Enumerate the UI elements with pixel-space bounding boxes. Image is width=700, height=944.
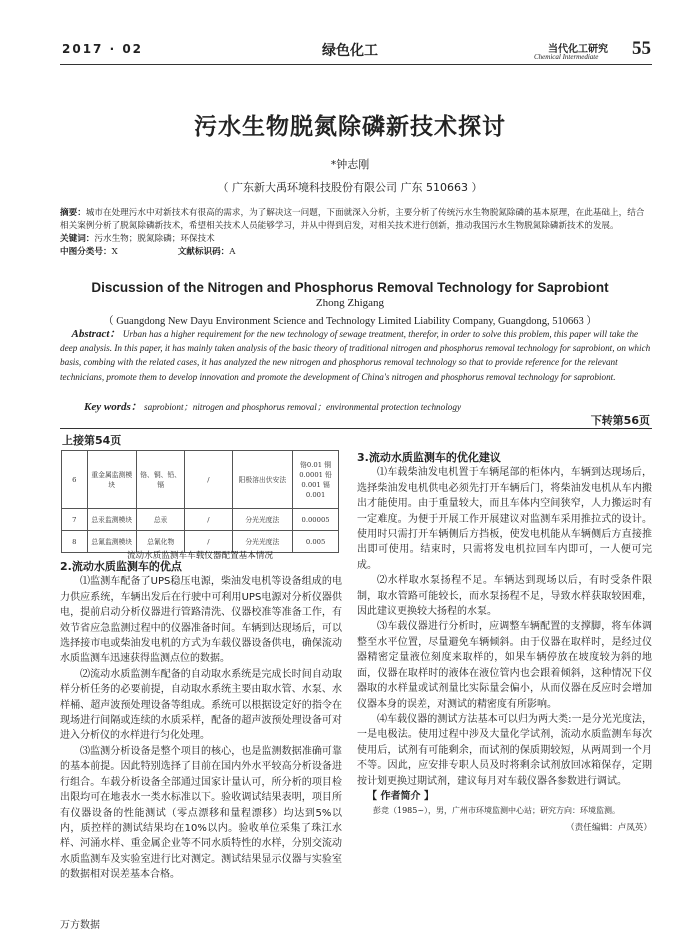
header-divider (60, 64, 652, 65)
brand-name-en: Chemical Intermediate (534, 53, 599, 61)
footer-watermark: 万方数据 (60, 920, 100, 931)
author-bio: 彭竞（1985~），男，广州市环境监测中心站；研究方向：环境监测。 (373, 806, 621, 816)
table-caption: 流动水质监测车车载仪器配置基本情况 (126, 551, 274, 561)
paragraph: ⑵水样取水泵扬程不足。车辆达到现场以后，有时受条件限制，取水管路可能较长，而水泵扬程不足，导致水样获取较困难，因此建议更换较大扬程的水泵。 (357, 575, 652, 618)
issue-label: 2017 · 02 (62, 42, 144, 56)
english-abstract (60, 327, 652, 384)
section-heading: 2.流动水质监测车的优点 (60, 560, 182, 573)
paragraph: ⑶监测分析设备是整个项目的核心，也是监测数据准确可靠的基本前提。因此特别选择了目前在国内外水平较高分析设备进行组合。车载分析设备全部通过国家计量认可，所分析的项目检出限均可在地表水一类水标准以下。验收调试结果表明，项目所有仪器设备的性能测试（零点漂移和量程漂移）均达到5%以内，质控样的测试结果均在10%以内。验收单位采集了珠江水样、河涌水样、重金属企业等不同水质特性的水样，分别交流动水质监测车及实验室进行比对测定。测试结果显示仪器与实验室的数据相对误差基本合格。 (60, 745, 342, 881)
table-row (62, 509, 339, 531)
paragraph: ⑵流动水质监测车配备的自动取水系统是完成长时间自动取样分析任务的必要前提，自动取水系统主要由取水管、水泵、水样桶、超声波预处理设备等组成。系统可以根据设定好的指令在现场进行间隔或连续的水质采样，配备的超声波预处理设备可对进入分析仪的水样进行匀化处理。 (60, 668, 342, 742)
paragraph: ⑴车载柴油发电机置于车辆尾部的柜体内，车辆到达现场后，选择柴油发电机供电必须先打开车辆后门，将柴油发电机从车内搬出才能使用。由于重量较大，而且车体内空间狭窄，人力搬运时有一定难度。为便于开展工作开展建议对监测车采用推拉式的设计。使用时只需打开车辆侧后方挡板，使发电机能从车辆侧后方直接推出即可使用。结束时，只需将发电机拉回车内即可，一人便可完成。 (357, 467, 652, 571)
table-cell: 7 (62, 509, 88, 531)
author-affiliation: （ 广东新大禹环境科技股份有限公司 广东 510663 ） (217, 181, 483, 194)
table-cell: 分光光度法 (232, 531, 293, 553)
table-row (62, 451, 339, 509)
english-keywords-text: saprobiont；nitrogen and phosphorus removal；environmental protection technology (144, 402, 462, 412)
english-keywords-label: Key words： (84, 401, 142, 413)
right-column (357, 450, 652, 837)
table-cell: / (185, 509, 232, 531)
editor-credit: （责任编辑：卢凤英） (566, 823, 652, 834)
abstract-cn (60, 207, 652, 259)
table-cell: / (185, 451, 232, 509)
page-number: 55 (632, 38, 651, 59)
abstract-label: 摘要： (60, 208, 86, 218)
article-author: *钟志刚 (330, 158, 370, 171)
english-keywords (84, 398, 644, 414)
keywords-cn (60, 233, 652, 246)
class-label: 中图分类号： (60, 247, 112, 257)
doc-label: 文献标识码： (177, 247, 230, 257)
table-cell: 铬0.01 铜0.0001 铅0.001 镉0.001 (293, 451, 339, 509)
article-title: 污水生物脱氮除磷新技术探讨 (194, 114, 506, 140)
table-cell: 铬、铜、铅、镉 (137, 451, 185, 509)
keywords-label: 关键词： (60, 234, 95, 244)
table-cell: / (185, 531, 232, 553)
table-cell: 阳极溶出伏安法 (232, 451, 293, 509)
table-cell: 6 (62, 451, 88, 509)
continued-to-note: 下转第56页 (590, 414, 650, 427)
english-author: Zhong Zhigang (315, 297, 385, 309)
doc-value: A (229, 247, 236, 257)
table-cell: 总汞监测模块 (87, 509, 137, 531)
abstract-cn-body (60, 207, 652, 233)
paragraph: ⑴监测车配备了UPS稳压电源，柴油发电机等设备组成的电力供应系统，车辆出发后在行驶中可利用UPS电源对分析仪器供电，提前启动分析仪器进行管路清洗、仪器校准等准备工作，有效节省应急监测过程中的仪器准备时间。车辆到达现场后，可以选择接市电或柴油发电机的方式为车载仪器设备供电，确保流动水质监测车迅速获得监测点位的数据。 (60, 576, 342, 665)
author-bio-heading: 【 作者简介 】 (367, 790, 434, 802)
section-divider (60, 428, 652, 429)
table-cell: 0.005 (293, 531, 339, 553)
table-cell: 8 (62, 531, 88, 553)
english-title: Discussion of the Nitrogen and Phosphorus Removal Technology for Saprobiont (91, 280, 609, 295)
instrument-config-table (61, 450, 339, 553)
table-cell: 重金属监测模块 (87, 451, 137, 509)
abstract-text: 城市在处理污水中对新技术有很高的需求，为了解决这一问题，下面就深入分析，主要分析了传统污水生物脱氮除磷的基本原理，在此基础上，结合相关案例分析了脱氮除磷新技术，希望相关技术人员能够学习，并从中得到启发，对相关技术进行创新，推动我国污水生物脱氮除磷新技术的发展。 (60, 208, 645, 231)
table-cell: 分光光度法 (232, 509, 293, 531)
classification-line (60, 246, 652, 259)
table-cell: 0.00005 (293, 509, 339, 531)
english-abstract-label: Abstract： (71, 328, 121, 340)
table-cell: 总氰化物 (137, 531, 185, 553)
table-cell: 总汞 (137, 509, 185, 531)
class-value: X (111, 247, 118, 257)
paragraph: ⑶车载仪器进行分析时，应调整车辆配置的支撑脚，将车体调整至水平位置，尽量避免车辆倾斜。由于仪器在取样时，是经过仪器精密定量液位刻度来取样的，如果车辆停放在坡度较为斜的地面，仪器在取样时的液体在液位管内也会跟着倾斜，这种情况下仪器取的水样量或试剂量比实际量会偏小，从而仪器在反应时会增加仪器本身的误差，对测试的精密度有所影响。 (357, 621, 652, 710)
continued-from-note: 上接第54页 (62, 434, 122, 447)
left-column (60, 559, 342, 883)
paragraph: ⑷车载仪器的测试方法基本可以归为两大类:一是分光光度法，一是电极法。使用过程中涉及大量化学试剂，流动水质监测车每次使用后，试剂有可能剩余，而试剂的保质期较短，从两周到一个月不等。因此，应安排专职人员及时将剩余试剂放回冰箱保存，定期按计划更换过期试剂，建议每月对车载仪器各参数进行调试。 (357, 713, 652, 787)
english-affiliation: （ Guangdong New Dayu Environment Science and Technology Limited Liability Company, Guangdong, 510663 ） (103, 316, 597, 327)
table-cell: 总氰监测模块 (87, 531, 137, 553)
journal-section-title: 绿色化工 (322, 43, 378, 59)
english-abstract-text: Urban has a higher requirement for the new technology of sewage treatment, therefor, in order to solve this problem, this paper will take the deep analysis. In this paper, it has mainly taken analysis of the basic theory of traditional nitrogen and phosphorus removal technology for saprobiont, on which basis, combing with the related cases, it has analyzed the new nitrogen and phosphorus removal technology so that to provide reference for the relevant technicians, promote them to develop innovation and promote the development of China's nitrogen and phosphorus removal technology for saprobiont. (60, 329, 651, 382)
keywords-text: 污水生物；脱氮除磷；环保技术 (94, 234, 215, 244)
brand-name-cn: 当代化工研究 (548, 44, 608, 55)
section-heading: 3.流动水质监测车的优化建议 (357, 451, 501, 464)
